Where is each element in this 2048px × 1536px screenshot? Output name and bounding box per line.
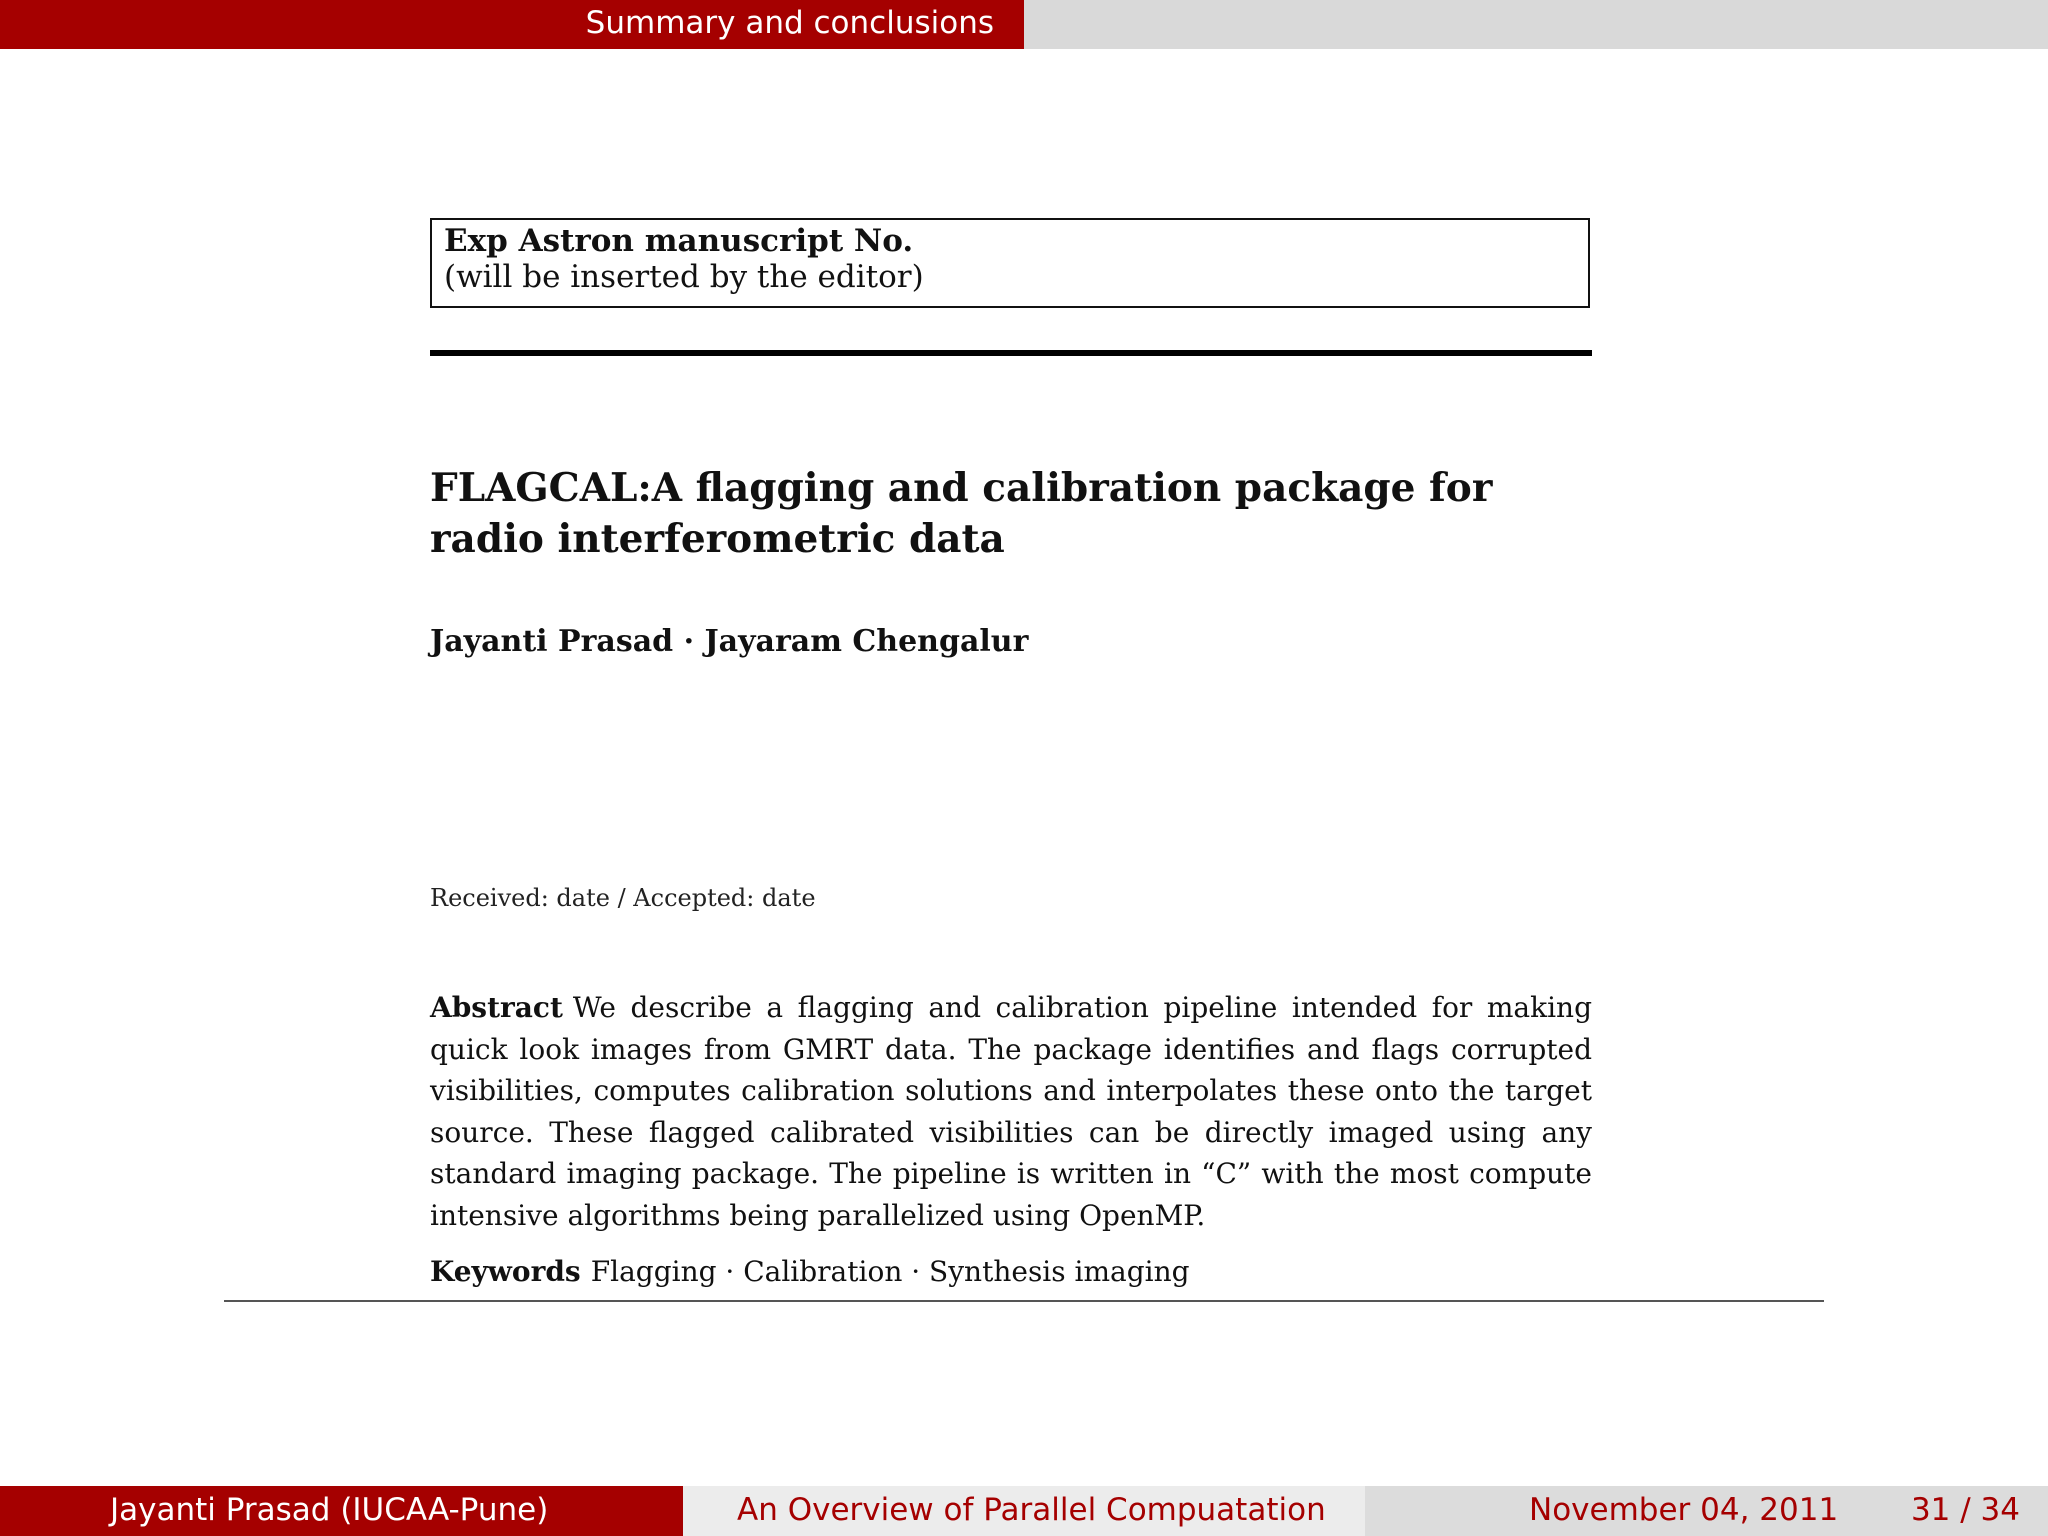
section-title: Summary and conclusions	[585, 5, 994, 41]
footer-date: November 04, 2011	[1529, 1492, 1839, 1528]
manuscript-editor-note: (will be inserted by the editor)	[444, 259, 924, 295]
footer-talk-title: An Overview of Parallel Compuatation	[737, 1492, 1326, 1528]
abstract-text: We describe a flagging and calibration pipeline intended for making quick look images from GMRT data. The package identifies and flags corrupted visibilities, computes calibration solutions and interpolates these onto the target source. These flagged calibrated visibilities can be directly imaged using any standard imaging package. The pipeline is written in “C” with the most compute intensive algorithms being parallelized using OpenMP.	[430, 991, 1592, 1232]
header-bar	[0, 0, 2048, 49]
manuscript-number-label: Exp Astron manuscript No.	[444, 223, 914, 259]
paper-first-page	[0, 49, 2048, 1429]
footer-page-number: 31 / 34	[1910, 1492, 2020, 1528]
received-accepted-line: Received: date / Accepted: date	[430, 884, 816, 912]
title-rule	[430, 350, 1592, 356]
bottom-rule	[224, 1300, 1824, 1302]
abstract	[430, 987, 1592, 1236]
footer-author: Jayanti Prasad (IUCAA-Pune)	[110, 1492, 549, 1528]
footer-author-block[interactable]	[0, 1486, 683, 1536]
footer-date-block	[1365, 1486, 2048, 1536]
keywords	[430, 1255, 1190, 1288]
keywords-label: Keywords	[430, 1255, 581, 1288]
footer-title-block[interactable]	[683, 1486, 1365, 1536]
abstract-label: Abstract	[430, 991, 563, 1024]
paper-authors: Jayanti Prasad · Jayaram Chengalur	[430, 624, 1029, 659]
paper-title: FLAGCAL:A flagging and calibration package for radio interferometric data	[430, 465, 1493, 562]
footer	[0, 1486, 2048, 1536]
manuscript-box	[430, 218, 1590, 308]
header-section-tab[interactable]	[0, 0, 1024, 49]
keywords-text: Flagging · Calibration · Synthesis imaging	[590, 1255, 1190, 1288]
